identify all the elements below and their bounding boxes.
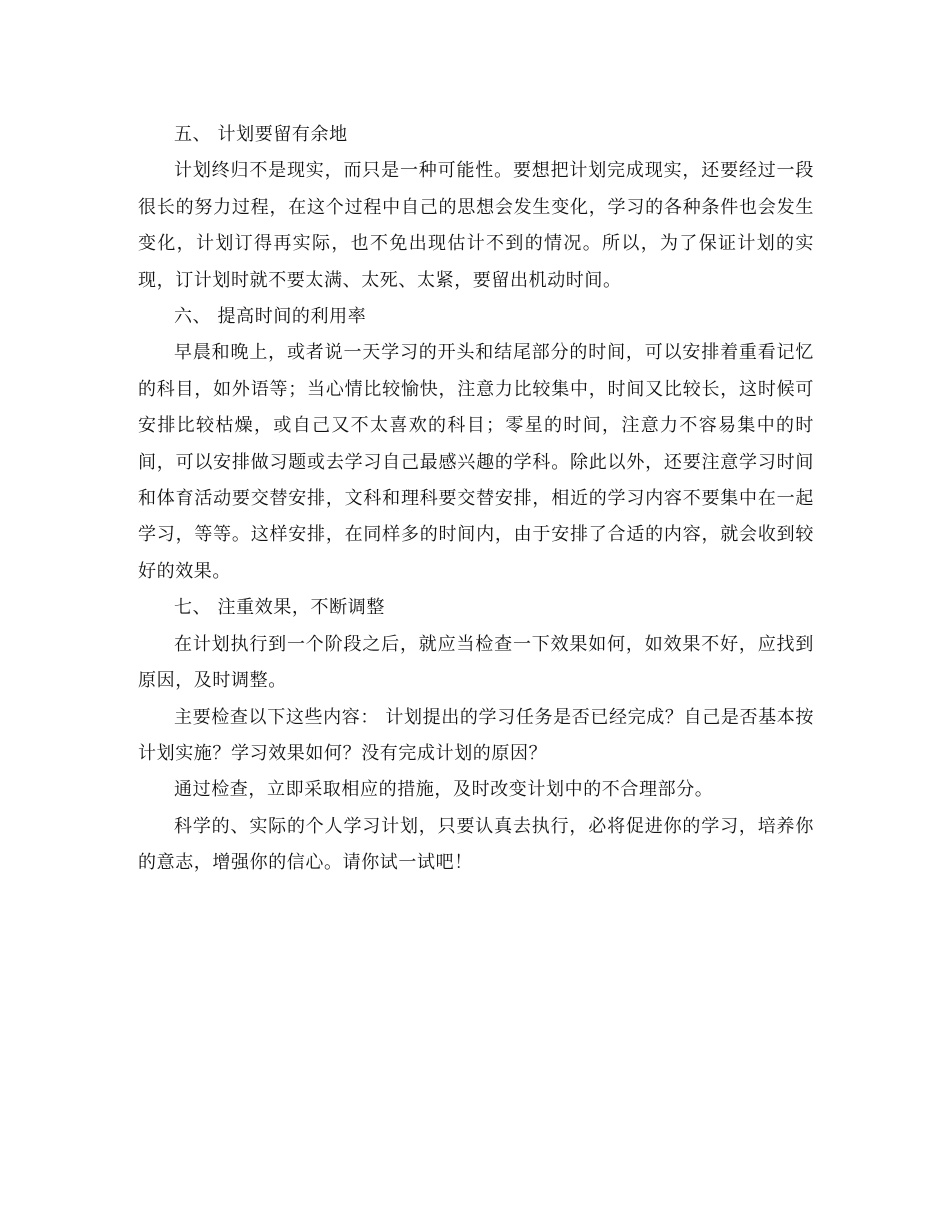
body-paragraph: 通过检查，立即采取相应的措施，及时改变计划中的不合理部分。 <box>174 779 714 801</box>
body-paragraph: 计划终归不是现实，而只是一种可能性。要想把计划完成现实，还要经过一段很长的努力过程，在这个过程中自己的思想会发生变化，学习的各种条件也会发生变化，计划订得再实际，也不免出现估计不到的情况。所以，为了保证计划的实现，订计划时就不要太满、太死、太紧，要留出机动时间。 <box>138 160 814 291</box>
section-heading-7: 七、 注重效果，不断调整 <box>174 597 385 619</box>
body-paragraph: 科学的、实际的个人学习计划，只要认真去执行，必将促进你的学习，培养你的意志，增强你的信心。请你试一试吧！ <box>138 815 814 874</box>
section-heading-5: 五、 计划要留有余地 <box>174 124 348 145</box>
body-paragraph: 早晨和晚上，或者说一天学习的开头和结尾部分的时间，可以安排着重看记忆的科目，如外语等；当心情比较愉快，注意力比较集中，时间又比较长，这时候可安排比较枯燥，或自己又不太喜欢的科目；零星的时间，注意力不容易集中的时间，可以安排做习题或去学习自己最感兴趣的学科。除此以外，还要注意学习时间和体育活动要交替安排，文科和理科要交替安排，相近的学习内容不要集中在一起学习，等等。这样安排，在同样多的时间内，由于安排了合适的内容，就会收到较好的效果。 <box>138 342 814 582</box>
section-heading-6: 六、 提高时间的利用率 <box>174 306 367 328</box>
body-paragraph: 主要检查以下这些内容： 计划提出的学习任务是否已经完成？自己是否基本按计划实施？学习效果如何？没有完成计划的原因？ <box>138 706 814 764</box>
body-paragraph: 在计划执行到一个阶段之后，就应当检查一下效果如何，如效果不好，应找到原因，及时调整。 <box>138 633 814 692</box>
document-body <box>138 117 814 882</box>
